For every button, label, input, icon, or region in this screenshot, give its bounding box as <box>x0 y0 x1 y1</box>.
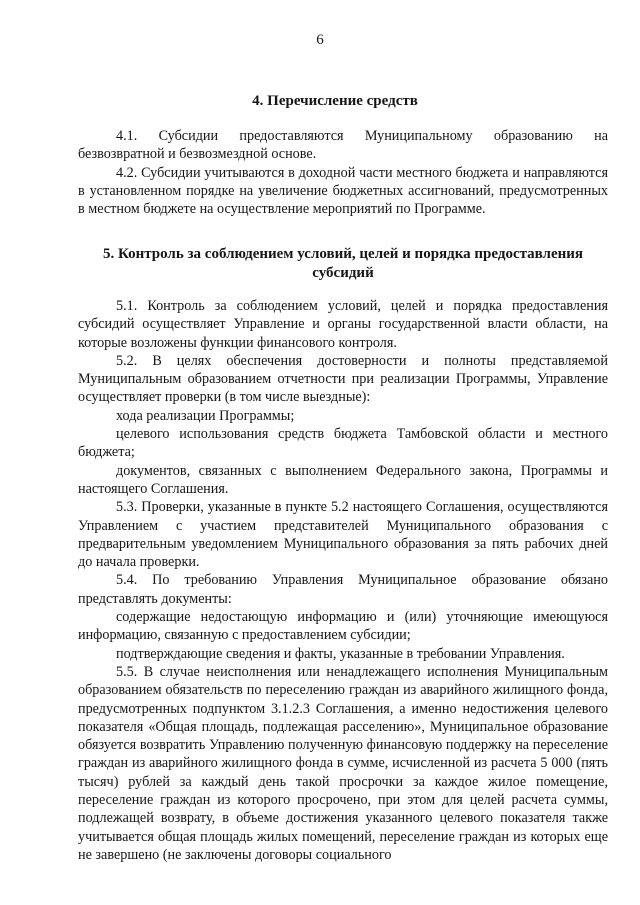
paragraph-5-4: 5.4. По требованию Управления Муниципальное образование обязано представлять документы: <box>78 572 608 607</box>
paragraph-5-5: 5.5. В случае неисполнения или ненадлежащего исполнения Муниципальным образованием обязательств по переселению граждан из аварийного жилищного фонда, предусмотренных подпунктом 3.1.2.3 Соглашения, а именно недостижения целевого показателя «Общая площадь, подлежащая расселению», Муниципальное образование обязуется возвратить Управлению полученную финансовую поддержку на переселение граждан из аварийного жилищного фонда в сумме, исчисленной из расчета 5 000 (пять тысяч) рублей за каждый день такой просрочки за каждое жилое помещение, переселение граждан из которого просрочено, при этом для целей расчета суммы, подлежащей возврату, в объеме достижения указанного целевого показателя также учитывается общая площадь жилых помещений, переселение граждан из которых еще не завершено (не заключены договоры социального <box>78 663 608 863</box>
section-4-heading: 4. Перечисление средств <box>252 93 418 109</box>
paragraph-5-3: 5.3. Проверки, указанные в пункте 5.2 настоящего Соглашения, осуществляются Управлением с участием представителей Муниципального образования с предварительным уведомлением Муниципального образования за пять рабочих дней до начала проверки. <box>78 499 608 571</box>
paragraph-4-1: 4.1. Субсидии предоставляются Муниципальному образованию на безвозвратной и безвозмездной основе. <box>78 128 608 163</box>
paragraph-5-1: 5.1. Контроль за соблюдением условий, целей и порядка предоставления субсидий осуществляет Управление и органы государственной власти области, на которые возложены функции финансового контроля. <box>78 298 608 351</box>
section-5-body <box>78 297 608 864</box>
list-item: содержащие недостающую информацию и (или) уточняющие имеющуюся информацию, связанную с предоставлением субсидии; <box>78 609 608 644</box>
list-item: целевого использования средств бюджета Тамбовской области и местного бюджета; <box>78 426 608 461</box>
list-item: документов, связанных с выполнением Федерального закона, Программы и настоящего Соглашения. <box>78 462 608 497</box>
list-item: хода реализации Программы; <box>116 407 295 424</box>
section-4-body <box>78 127 608 218</box>
paragraph-4-2: 4.2. Субсидии учитываются в доходной части местного бюджета и направляются в установленном порядке на увеличение бюджетных ассигнований, предусмотренных в местном бюджете на осуществление мероприятий по Программе. <box>78 164 608 218</box>
paragraph-5-2: 5.2. В целях обеспечения достоверности и полноты представляемой Муниципальным образованием отчетности при реализации Программы, Управление осуществляет проверки (в том числе выездные): <box>78 352 608 406</box>
page-number: 6 <box>316 32 324 48</box>
section-5-heading: 5. Контроль за соблюдением условий, целей и порядка предоставления субсидий <box>102 246 584 281</box>
list-item: подтверждающие сведения и факты, указанные в требовании Управления. <box>116 645 565 662</box>
